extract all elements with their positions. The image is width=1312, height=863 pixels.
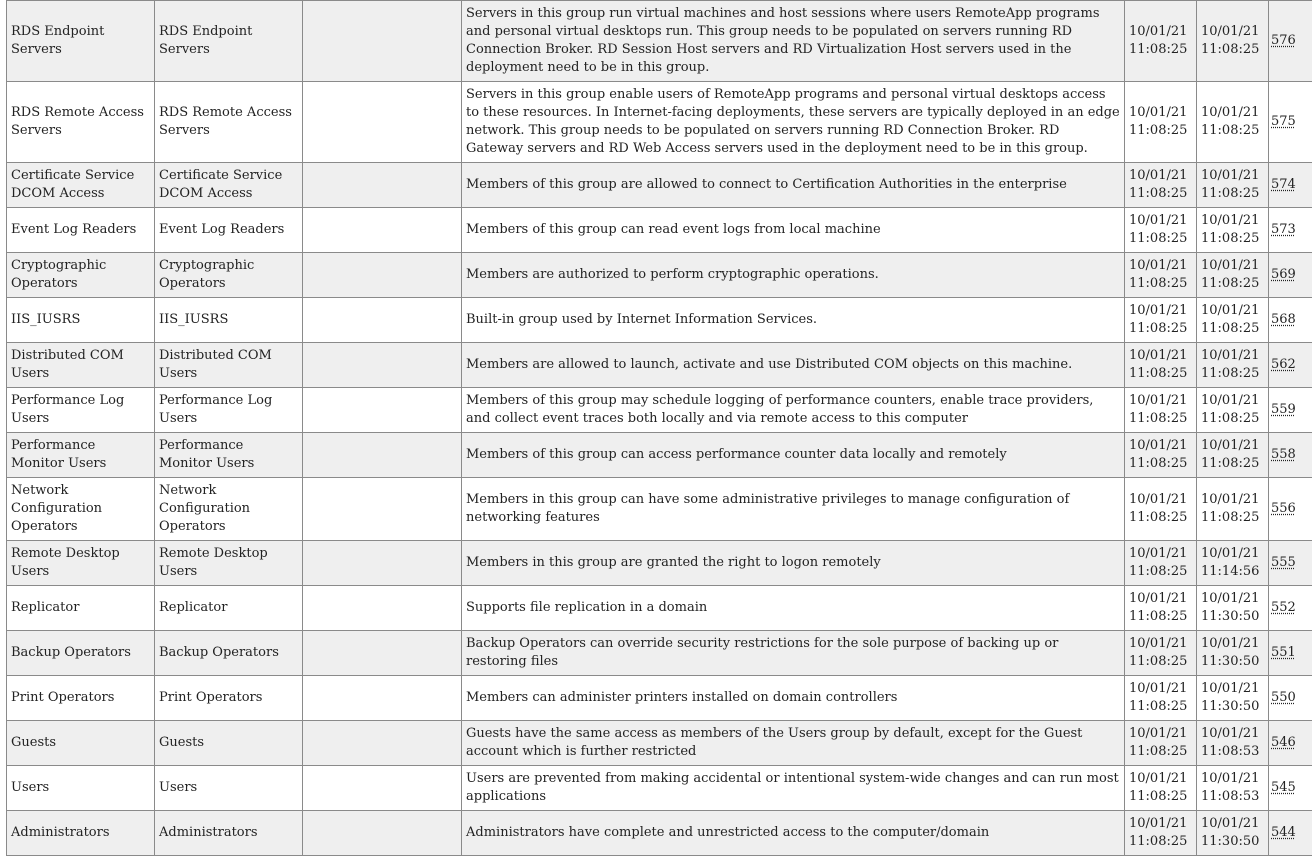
modified-cell — [1197, 586, 1269, 631]
modified-cell — [1197, 1, 1269, 82]
group-name-cell: Distributed COM Users — [7, 343, 155, 388]
group-description-cell: Members are allowed to launch, activate and use Distributed COM objects on this machine. — [462, 343, 1125, 388]
group-id-link[interactable]: 551 — [1271, 645, 1296, 660]
group-extra-cell — [303, 343, 462, 388]
created-date: 10/01/21 — [1129, 681, 1188, 696]
modified-date: 10/01/21 — [1201, 168, 1260, 183]
group-extra-cell — [303, 541, 462, 586]
created-time: 11:08:25 — [1129, 744, 1188, 759]
group-name-cell: Administrators — [7, 811, 155, 856]
created-time: 11:08:25 — [1129, 123, 1188, 138]
created-cell — [1125, 82, 1197, 163]
modified-time: 11:30:50 — [1201, 834, 1260, 849]
created-date: 10/01/21 — [1129, 492, 1188, 507]
modified-time: 11:08:53 — [1201, 744, 1260, 759]
created-date: 10/01/21 — [1129, 168, 1188, 183]
modified-date: 10/01/21 — [1201, 636, 1260, 651]
group-display-name-cell: RDS Endpoint Servers — [155, 1, 303, 82]
group-extra-cell — [303, 631, 462, 676]
group-display-name-cell: Network Configuration Operators — [155, 478, 303, 541]
group-name-cell: Performance Log Users — [7, 388, 155, 433]
group-extra-cell — [303, 253, 462, 298]
group-description-cell: Members of this group can read event logs from local machine — [462, 208, 1125, 253]
table-row[interactable] — [7, 253, 1312, 298]
group-id-link[interactable]: 574 — [1271, 177, 1296, 192]
created-cell — [1125, 478, 1197, 541]
id-cell — [1269, 433, 1312, 478]
table-row[interactable] — [7, 163, 1312, 208]
group-description-cell: Members in this group are granted the right to logon remotely — [462, 541, 1125, 586]
table-row[interactable] — [7, 586, 1312, 631]
created-time: 11:08:25 — [1129, 411, 1188, 426]
id-cell — [1269, 298, 1312, 343]
id-cell — [1269, 766, 1312, 811]
modified-time: 11:08:25 — [1201, 123, 1260, 138]
table-row[interactable] — [7, 1, 1312, 82]
created-time: 11:08:25 — [1129, 186, 1188, 201]
created-date: 10/01/21 — [1129, 303, 1188, 318]
modified-cell — [1197, 343, 1269, 388]
group-extra-cell — [303, 676, 462, 721]
modified-date: 10/01/21 — [1201, 438, 1260, 453]
group-name-cell: Event Log Readers — [7, 208, 155, 253]
group-id-link[interactable]: 568 — [1271, 312, 1296, 327]
group-extra-cell — [303, 208, 462, 253]
id-cell — [1269, 541, 1312, 586]
group-id-link[interactable]: 569 — [1271, 267, 1296, 282]
modified-date: 10/01/21 — [1201, 348, 1260, 363]
modified-time: 11:08:25 — [1201, 42, 1260, 57]
modified-cell — [1197, 676, 1269, 721]
group-id-link[interactable]: 552 — [1271, 600, 1296, 615]
id-cell — [1269, 1, 1312, 82]
modified-cell — [1197, 721, 1269, 766]
group-id-link[interactable]: 546 — [1271, 735, 1296, 750]
created-time: 11:08:25 — [1129, 789, 1188, 804]
modified-time: 11:08:25 — [1201, 321, 1260, 336]
group-name-cell: Certificate Service DCOM Access — [7, 163, 155, 208]
created-cell — [1125, 298, 1197, 343]
modified-time: 11:30:50 — [1201, 609, 1260, 624]
group-description-cell: Servers in this group enable users of RemoteApp programs and personal virtual desktops access to these resources. In Internet-facing deployments, these servers are typically deployed in an edge network. This group needs to be populated on servers running RD Connection Broker. RD Gateway servers and RD Web Access servers used in the deployment need to be in this group. — [462, 82, 1125, 163]
modified-time: 11:30:50 — [1201, 699, 1260, 714]
table-row[interactable] — [7, 721, 1312, 766]
group-id-link[interactable]: 550 — [1271, 690, 1296, 705]
modified-date: 10/01/21 — [1201, 771, 1260, 786]
created-time: 11:08:25 — [1129, 834, 1188, 849]
group-name-cell: Guests — [7, 721, 155, 766]
modified-cell — [1197, 253, 1269, 298]
group-name-cell: Performance Monitor Users — [7, 433, 155, 478]
group-extra-cell — [303, 163, 462, 208]
id-cell — [1269, 811, 1312, 856]
created-date: 10/01/21 — [1129, 591, 1188, 606]
created-time: 11:08:25 — [1129, 564, 1188, 579]
created-date: 10/01/21 — [1129, 771, 1188, 786]
id-cell — [1269, 631, 1312, 676]
group-display-name-cell: Users — [155, 766, 303, 811]
created-time: 11:08:25 — [1129, 609, 1188, 624]
created-time: 11:08:25 — [1129, 42, 1188, 57]
created-date: 10/01/21 — [1129, 726, 1188, 741]
group-display-name-cell: Administrators — [155, 811, 303, 856]
group-display-name-cell: Print Operators — [155, 676, 303, 721]
id-cell — [1269, 82, 1312, 163]
group-name-cell: Remote Desktop Users — [7, 541, 155, 586]
group-display-name-cell: Performance Log Users — [155, 388, 303, 433]
group-id-link[interactable]: 544 — [1271, 825, 1296, 840]
group-description-cell: Built-in group used by Internet Information Services. — [462, 298, 1125, 343]
created-date: 10/01/21 — [1129, 438, 1188, 453]
group-extra-cell — [303, 82, 462, 163]
created-time: 11:08:25 — [1129, 276, 1188, 291]
group-description-cell: Backup Operators can override security restrictions for the sole purpose of backing up or restoring files — [462, 631, 1125, 676]
modified-time: 11:08:25 — [1201, 186, 1260, 201]
group-extra-cell — [303, 298, 462, 343]
modified-date: 10/01/21 — [1201, 213, 1260, 228]
group-display-name-cell: Replicator — [155, 586, 303, 631]
created-time: 11:08:25 — [1129, 231, 1188, 246]
group-display-name-cell: Distributed COM Users — [155, 343, 303, 388]
modified-cell — [1197, 766, 1269, 811]
created-date: 10/01/21 — [1129, 393, 1188, 408]
created-cell — [1125, 163, 1197, 208]
group-id-link[interactable]: 556 — [1271, 501, 1296, 516]
modified-time: 11:08:53 — [1201, 789, 1260, 804]
created-cell — [1125, 586, 1197, 631]
group-description-cell: Members can administer printers installed on domain controllers — [462, 676, 1125, 721]
id-cell — [1269, 388, 1312, 433]
created-cell — [1125, 1, 1197, 82]
group-id-link[interactable]: 576 — [1271, 33, 1296, 48]
table-row[interactable] — [7, 433, 1312, 478]
created-cell — [1125, 676, 1197, 721]
created-cell — [1125, 388, 1197, 433]
table-body — [7, 1, 1312, 856]
created-time: 11:08:25 — [1129, 366, 1188, 381]
group-description-cell: Guests have the same access as members of the Users group by default, except for the Guest account which is further restricted — [462, 721, 1125, 766]
group-name-cell: RDS Remote Access Servers — [7, 82, 155, 163]
group-name-cell: Print Operators — [7, 676, 155, 721]
modified-date: 10/01/21 — [1201, 105, 1260, 120]
group-display-name-cell: Cryptographic Operators — [155, 253, 303, 298]
group-id-link[interactable]: 573 — [1271, 222, 1296, 237]
table-row[interactable] — [7, 676, 1312, 721]
group-display-name-cell: Event Log Readers — [155, 208, 303, 253]
modified-cell — [1197, 541, 1269, 586]
modified-time: 11:08:25 — [1201, 366, 1260, 381]
created-cell — [1125, 208, 1197, 253]
id-cell — [1269, 163, 1312, 208]
group-extra-cell — [303, 1, 462, 82]
group-name-cell: RDS Endpoint Servers — [7, 1, 155, 82]
group-extra-cell — [303, 721, 462, 766]
group-display-name-cell: IIS_IUSRS — [155, 298, 303, 343]
table-row[interactable] — [7, 208, 1312, 253]
modified-cell — [1197, 298, 1269, 343]
modified-date: 10/01/21 — [1201, 492, 1260, 507]
group-display-name-cell: Backup Operators — [155, 631, 303, 676]
group-extra-cell — [303, 586, 462, 631]
modified-cell — [1197, 478, 1269, 541]
group-description-cell: Members of this group are allowed to connect to Certification Authorities in the enterprise — [462, 163, 1125, 208]
table-row[interactable] — [7, 478, 1312, 541]
created-cell — [1125, 433, 1197, 478]
table-row[interactable] — [7, 343, 1312, 388]
group-description-cell: Members of this group may schedule logging of performance counters, enable trace providers, and collect event traces both locally and via remote access to this computer — [462, 388, 1125, 433]
modified-cell — [1197, 811, 1269, 856]
group-display-name-cell: Remote Desktop Users — [155, 541, 303, 586]
group-name-cell: Cryptographic Operators — [7, 253, 155, 298]
group-display-name-cell: Certificate Service DCOM Access — [155, 163, 303, 208]
modified-cell — [1197, 388, 1269, 433]
created-cell — [1125, 811, 1197, 856]
group-name-cell: Users — [7, 766, 155, 811]
id-cell — [1269, 343, 1312, 388]
group-display-name-cell: RDS Remote Access Servers — [155, 82, 303, 163]
group-id-link[interactable]: 575 — [1271, 114, 1296, 129]
modified-date: 10/01/21 — [1201, 24, 1260, 39]
modified-cell — [1197, 631, 1269, 676]
modified-date: 10/01/21 — [1201, 303, 1260, 318]
modified-time: 11:08:25 — [1201, 510, 1260, 525]
modified-date: 10/01/21 — [1201, 258, 1260, 273]
id-cell — [1269, 253, 1312, 298]
modified-cell — [1197, 208, 1269, 253]
group-description-cell: Users are prevented from making accidental or intentional system-wide changes and can run most applications — [462, 766, 1125, 811]
group-id-link[interactable]: 558 — [1271, 447, 1296, 462]
created-time: 11:08:25 — [1129, 510, 1188, 525]
created-date: 10/01/21 — [1129, 105, 1188, 120]
modified-time: 11:08:25 — [1201, 411, 1260, 426]
table-row[interactable] — [7, 811, 1312, 856]
group-id-link[interactable]: 545 — [1271, 780, 1296, 795]
group-name-cell: Replicator — [7, 586, 155, 631]
groups-table — [6, 0, 1312, 856]
group-id-link[interactable]: 559 — [1271, 402, 1296, 417]
group-description-cell: Members are authorized to perform cryptographic operations. — [462, 253, 1125, 298]
created-cell — [1125, 253, 1197, 298]
group-description-cell: Members of this group can access performance counter data locally and remotely — [462, 433, 1125, 478]
created-time: 11:08:25 — [1129, 654, 1188, 669]
group-extra-cell — [303, 811, 462, 856]
created-time: 11:08:25 — [1129, 321, 1188, 336]
modified-date: 10/01/21 — [1201, 726, 1260, 741]
group-display-name-cell: Performance Monitor Users — [155, 433, 303, 478]
group-name-cell: Network Configuration Operators — [7, 478, 155, 541]
group-description-cell: Members in this group can have some administrative privileges to manage configuration of networking features — [462, 478, 1125, 541]
id-cell — [1269, 676, 1312, 721]
modified-date: 10/01/21 — [1201, 393, 1260, 408]
created-date: 10/01/21 — [1129, 213, 1188, 228]
id-cell — [1269, 721, 1312, 766]
id-cell — [1269, 586, 1312, 631]
created-cell — [1125, 631, 1197, 676]
modified-cell — [1197, 82, 1269, 163]
created-date: 10/01/21 — [1129, 636, 1188, 651]
table-row[interactable] — [7, 82, 1312, 163]
modified-cell — [1197, 433, 1269, 478]
group-description-cell: Servers in this group run virtual machines and host sessions where users RemoteApp programs and personal virtual desktops run. This group needs to be populated on servers running RD Connection Broker. RD Session Host servers and RD Virtualization Host servers used in the deployment need to be in this group. — [462, 1, 1125, 82]
created-cell — [1125, 541, 1197, 586]
created-time: 11:08:25 — [1129, 699, 1188, 714]
modified-date: 10/01/21 — [1201, 816, 1260, 831]
modified-time: 11:08:25 — [1201, 456, 1260, 471]
created-date: 10/01/21 — [1129, 546, 1188, 561]
group-name-cell: Backup Operators — [7, 631, 155, 676]
group-description-cell: Administrators have complete and unrestricted access to the computer/domain — [462, 811, 1125, 856]
modified-time: 11:08:25 — [1201, 231, 1260, 246]
id-cell — [1269, 208, 1312, 253]
created-cell — [1125, 721, 1197, 766]
group-id-link[interactable]: 555 — [1271, 555, 1296, 570]
modified-time: 11:30:50 — [1201, 654, 1260, 669]
modified-cell — [1197, 163, 1269, 208]
created-date: 10/01/21 — [1129, 348, 1188, 363]
table-row[interactable] — [7, 541, 1312, 586]
modified-time: 11:14:56 — [1201, 564, 1260, 579]
created-date: 10/01/21 — [1129, 258, 1188, 273]
group-name-cell: IIS_IUSRS — [7, 298, 155, 343]
group-id-link[interactable]: 562 — [1271, 357, 1296, 372]
created-date: 10/01/21 — [1129, 816, 1188, 831]
modified-date: 10/01/21 — [1201, 591, 1260, 606]
created-cell — [1125, 343, 1197, 388]
table-row[interactable] — [7, 298, 1312, 343]
created-time: 11:08:25 — [1129, 456, 1188, 471]
modified-date: 10/01/21 — [1201, 546, 1260, 561]
created-cell — [1125, 766, 1197, 811]
group-extra-cell — [303, 388, 462, 433]
modified-date: 10/01/21 — [1201, 681, 1260, 696]
group-description-cell: Supports file replication in a domain — [462, 586, 1125, 631]
group-extra-cell — [303, 433, 462, 478]
group-display-name-cell: Guests — [155, 721, 303, 766]
table-row[interactable] — [7, 766, 1312, 811]
table-row[interactable] — [7, 388, 1312, 433]
group-extra-cell — [303, 766, 462, 811]
group-extra-cell — [303, 478, 462, 541]
id-cell — [1269, 478, 1312, 541]
created-date: 10/01/21 — [1129, 24, 1188, 39]
modified-time: 11:08:25 — [1201, 276, 1260, 291]
table-row[interactable] — [7, 631, 1312, 676]
